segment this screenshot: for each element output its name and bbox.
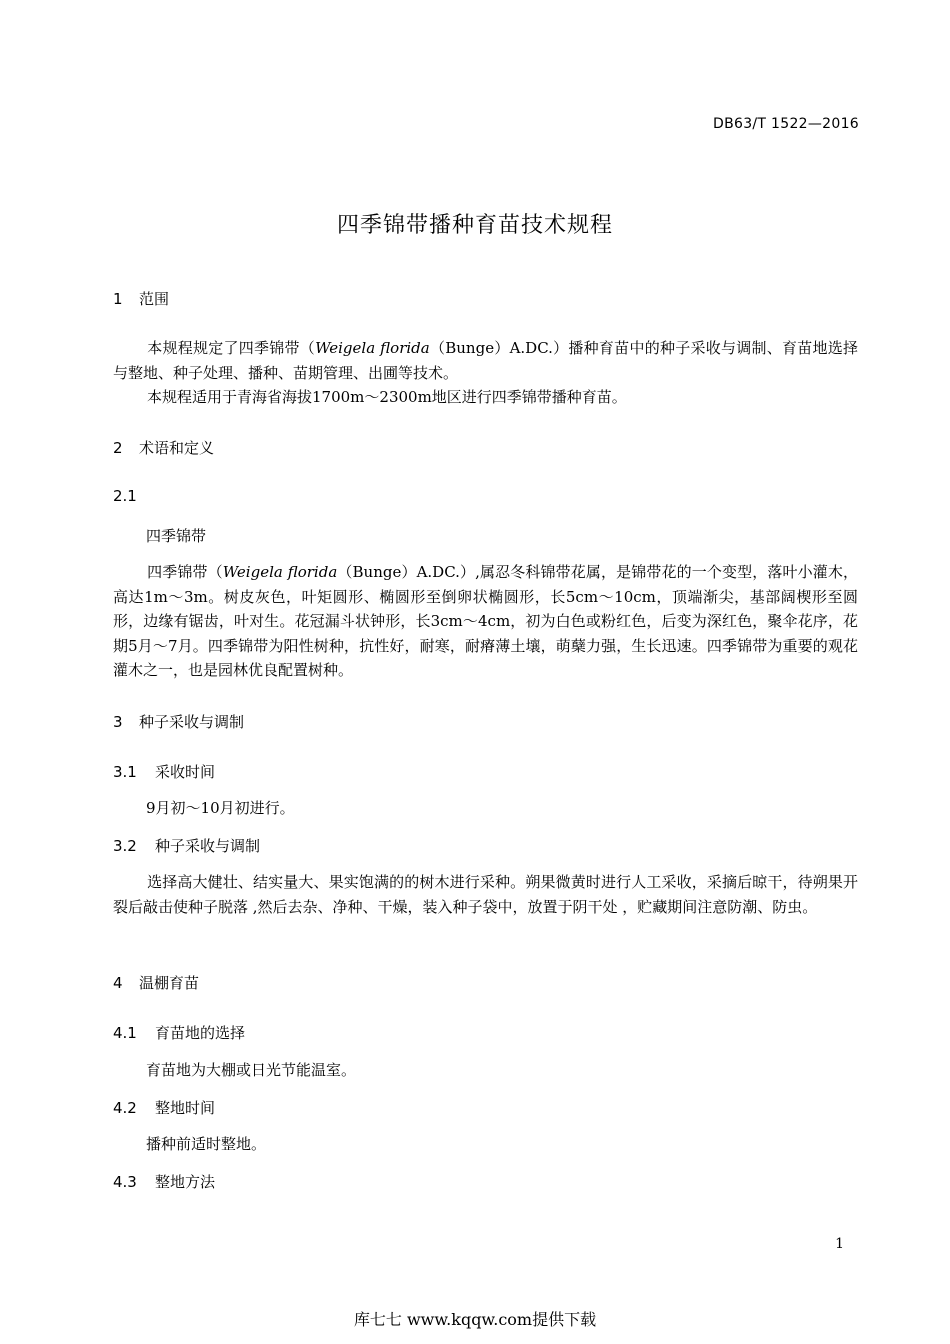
subsection-number: 4.1 [113, 1024, 137, 1042]
land-prep-time-text: 播种前适时整地。 [146, 1135, 267, 1153]
section-3-heading [113, 711, 244, 732]
section-1-heading [113, 288, 169, 309]
section-title: 范围 [139, 290, 170, 308]
subsection-4-2-heading [113, 1097, 215, 1118]
seed-collection-paragraph [113, 870, 858, 919]
latin-name: Weigela florida [222, 563, 338, 581]
term-definition [113, 560, 858, 683]
section-title: 术语和定义 [139, 439, 215, 457]
section-title: 种子采收与调制 [139, 713, 245, 731]
text-run: 本规程适用于青海省海拔1700m～2300m地区进行四季锦带播种育苗。 [147, 388, 627, 406]
subsection-number: 4.2 [113, 1099, 137, 1117]
subsection-4-3-heading [113, 1171, 215, 1192]
scope-paragraph-1 [113, 336, 858, 385]
download-footer: 库七七 www.kqqw.com提供下载 [353, 1310, 597, 1329]
subsection-title: 整地时间 [155, 1099, 216, 1117]
subsection-title: 采收时间 [155, 763, 216, 781]
subsection-4-1-heading [113, 1022, 245, 1043]
latin-name: Weigela florida [315, 339, 430, 357]
section-4-heading [113, 972, 199, 993]
section-number: 1 [113, 290, 123, 308]
text-run: 选择高大健壮、结实量大、果实饱满的的树木进行采种。朔果微黄时进行人工采收，采摘后晾干，待朔果开裂后敲击使种子脱落 ,然后去杂、净种、干燥，装入种子袋中，放置于阴干处 ，贮藏期间注意防潮、防虫。 [113, 873, 858, 916]
section-number: 2 [113, 439, 123, 457]
subsection-3-1-heading [113, 761, 215, 782]
subsection-title: 整地方法 [155, 1173, 216, 1191]
text-run: （Bunge）A.DC.）播种育苗中的种子采收与调制、育苗地选择与整地、种子处理、播种、苗期管理、出圃等技术。 [113, 339, 858, 382]
page-title: 四季锦带播种育苗技术规程 [336, 213, 613, 238]
text-run: （Bunge）A.DC.）,属忍冬科锦带花属，是锦带花的一个变型，落叶小灌木，高达1m～3m。树皮灰色，叶矩圆形、椭圆形至倒卵状椭圆形，长5cm～10cm，顶端渐尖，基部阔楔形至圆形，边缘有锯齿，叶对生。花冠漏斗状钟形，长3cm～4cm，初为白色或粉红色，后变为深红色，聚伞花序，花期5月～7月。四季锦带为阳性树种，抗性好，耐寒，耐瘠薄土壤，萌蘖力强，生长迅速。四季锦带为重要的观花灌木之一，也是园林优良配置树种。 [113, 563, 858, 679]
harvest-time-text: 9月初～10月初进行。 [146, 799, 295, 817]
subsection-number: 4.3 [113, 1173, 137, 1191]
subsection-2-1-number: 2.1 [113, 487, 137, 505]
document-number: DB63/T 1522—2016 [713, 116, 859, 132]
subsection-title: 育苗地的选择 [155, 1024, 246, 1042]
term-heading: 四季锦带 [146, 527, 207, 545]
text-run: 本规程规定了四季锦带（ [147, 339, 316, 357]
page-number: 1 [835, 1236, 844, 1252]
section-title: 温棚育苗 [139, 974, 200, 992]
nursery-site-text: 育苗地为大棚或日光节能温室。 [146, 1061, 357, 1079]
scope-paragraph-2 [113, 385, 858, 410]
section-number: 3 [113, 713, 123, 731]
section-number: 4 [113, 974, 123, 992]
text-run: 四季锦带（ [147, 563, 223, 581]
subsection-number: 3.2 [113, 837, 137, 855]
section-2-heading [113, 437, 214, 458]
subsection-3-2-heading [113, 835, 260, 856]
subsection-title: 种子采收与调制 [155, 837, 261, 855]
subsection-number: 3.1 [113, 763, 137, 781]
